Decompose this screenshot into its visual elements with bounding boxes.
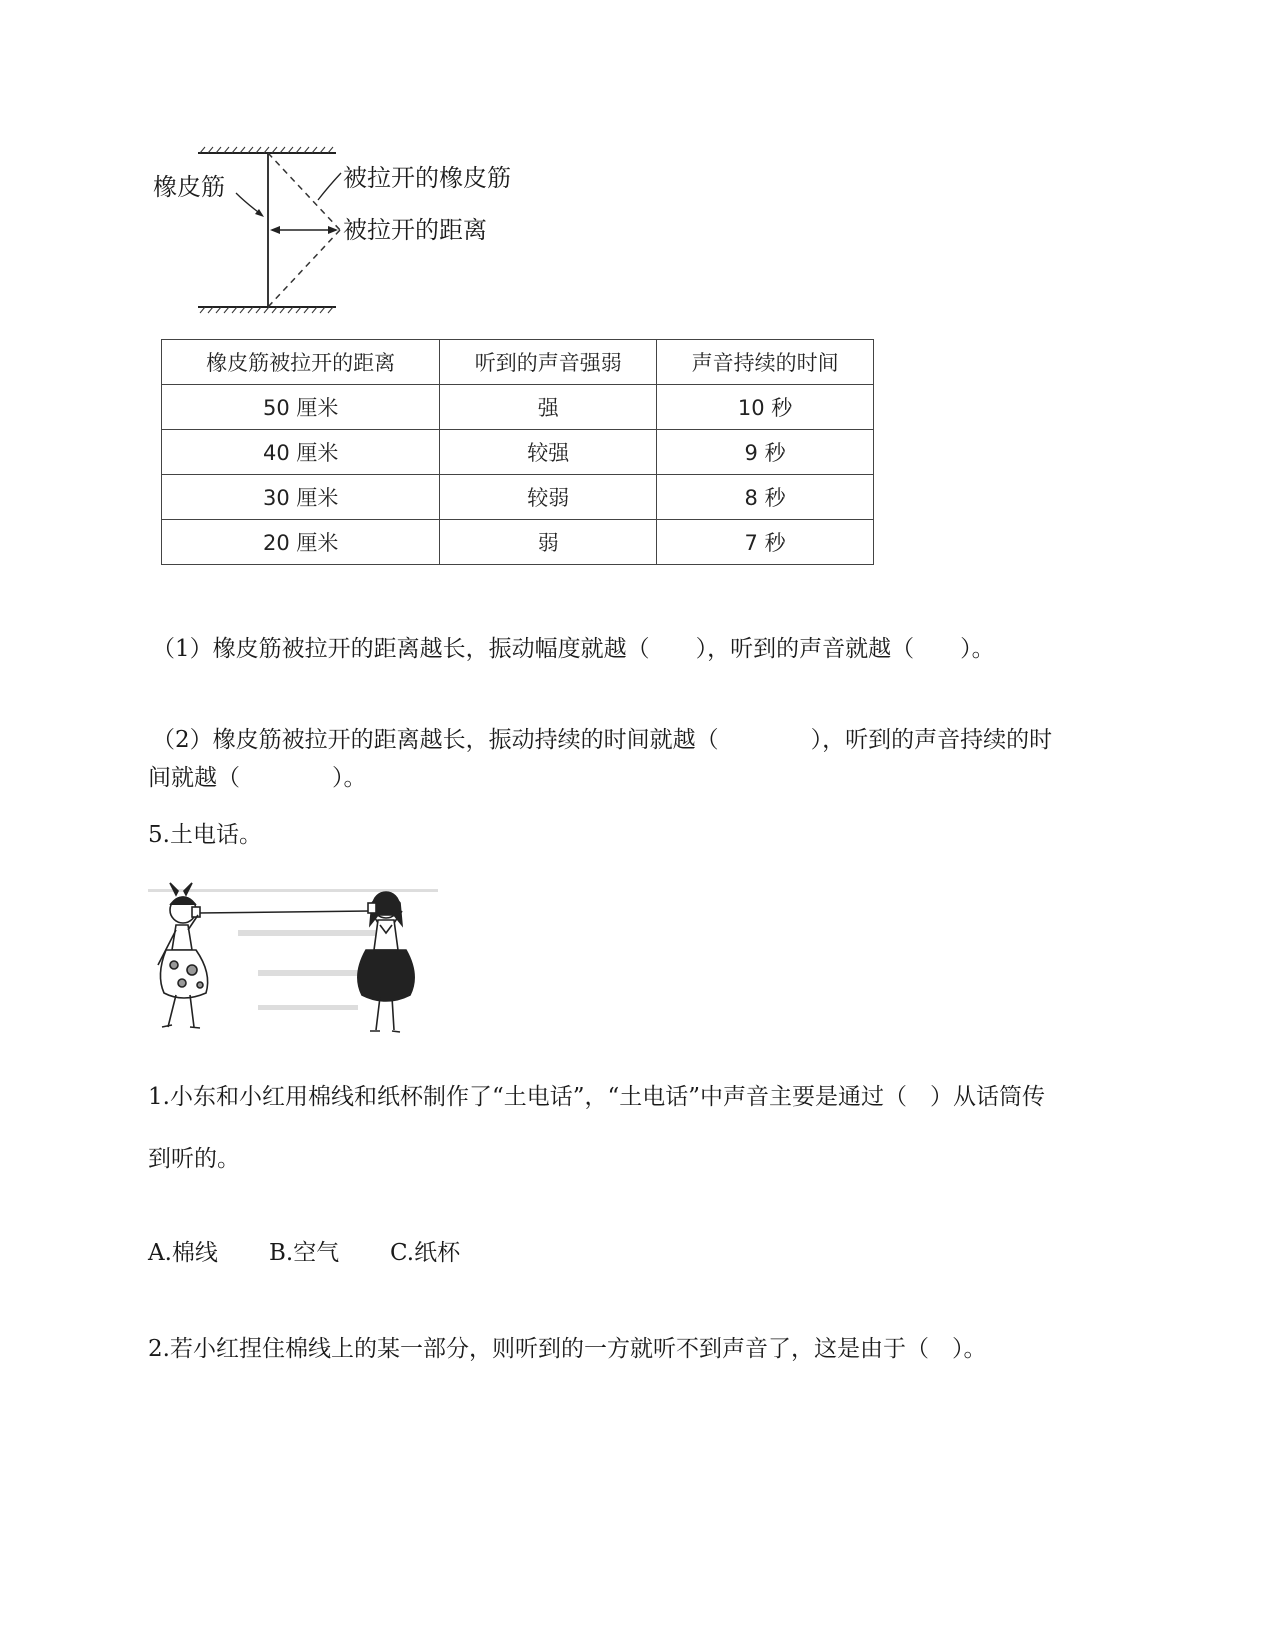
table-cell: 40 厘米 xyxy=(162,430,440,475)
rubber-band-figure xyxy=(148,145,568,330)
question-2-line-2: 间就越（ ）。 xyxy=(148,765,367,791)
option-c: C.纸杯 xyxy=(390,1240,461,1266)
section-5-question-1-line-1: 1.小东和小红用棉线和纸杯制作了“土电话”，“土电话”中声音主要是通过（ ）从话筒传 xyxy=(148,1084,1045,1110)
section-5-title: 5.土电话。 xyxy=(148,822,262,848)
table-cell: 10 秒 xyxy=(657,385,874,430)
label-rubber-band: 橡皮筋 xyxy=(153,173,225,201)
table-cell: 较强 xyxy=(440,430,657,475)
section-5-question-2: 2.若小红捏住棉线上的某一部分，则听到的一方就听不到声音了，这是由于（ ）。 xyxy=(148,1336,987,1362)
table-cell: 弱 xyxy=(440,520,657,565)
question-2-line-1: （2）橡皮筋被拉开的距离越长，振动持续的时间就越（ ），听到的声音持续的时 xyxy=(152,727,1053,753)
table-row xyxy=(162,430,874,475)
table-cell: 较弱 xyxy=(440,475,657,520)
option-b: B.空气 xyxy=(269,1240,340,1266)
girls-with-string-phone xyxy=(148,875,438,1055)
section-5-question-1-line-2: 到听的。 xyxy=(148,1146,240,1172)
tin-can-telephone-illustration xyxy=(148,875,438,1055)
table-cell: 强 xyxy=(440,385,657,430)
table-row xyxy=(162,385,874,430)
table-cell: 20 厘米 xyxy=(162,520,440,565)
table-header-row xyxy=(162,340,874,385)
question-1: （1）橡皮筋被拉开的距离越长，振动幅度就越（ ），听到的声音就越（ ）。 xyxy=(152,636,995,662)
table-row xyxy=(162,475,874,520)
table-cell: 7 秒 xyxy=(657,520,874,565)
label-stretch-distance: 被拉开的距离 xyxy=(343,216,487,244)
table-row xyxy=(162,520,874,565)
table-cell: 9 秒 xyxy=(657,430,874,475)
table-header-cell: 听到的声音强弱 xyxy=(440,340,657,385)
label-stretched-band: 被拉开的橡皮筋 xyxy=(343,164,511,192)
table-header-cell: 橡皮筋被拉开的距离 xyxy=(162,340,440,385)
table-cell: 50 厘米 xyxy=(162,385,440,430)
option-a: A.棉线 xyxy=(148,1240,218,1266)
rubber-band-diagram xyxy=(148,145,568,330)
table-header-cell: 声音持续的时间 xyxy=(657,340,874,385)
table-cell: 8 秒 xyxy=(657,475,874,520)
table-cell: 30 厘米 xyxy=(162,475,440,520)
rubber-band-results-table xyxy=(161,339,874,565)
